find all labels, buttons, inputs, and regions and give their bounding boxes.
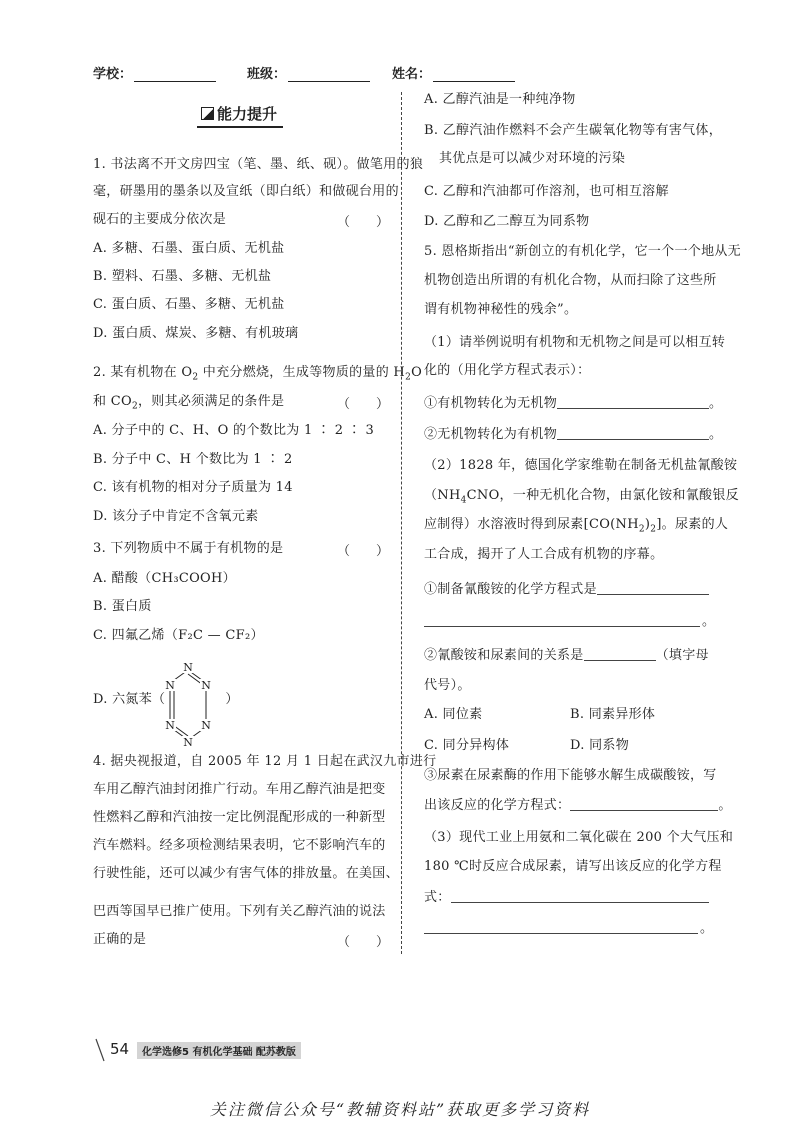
q5-part1-line2: 化的（用化学方程式表示）： xyxy=(424,363,591,378)
hexazine-structure xyxy=(158,658,218,754)
q2-stem-line1: 2. 某有机物在 $O_2$ 中充分燃烧，生成等物质的量的 $H_2O$ xyxy=(93,365,423,383)
q5-part2-item1-blank-line2[interactable] xyxy=(424,625,700,627)
q2-stem-line2: 和 $CO_2$，则其必须满足的条件是 xyxy=(93,394,285,412)
q5-part2-item1-blank[interactable] xyxy=(597,580,709,595)
q3-option-d-suffix: ） xyxy=(225,692,239,707)
q5-choice-d: D. 同系物 xyxy=(570,738,630,753)
q5-part3-period: 。 xyxy=(700,921,714,936)
bottom-watermark-note: 关注微信公众号“教辅资料站”获取更多学习资料 xyxy=(209,1100,591,1119)
q2-answer-paren[interactable]: （ ） xyxy=(336,397,389,412)
ring-atom-top: N xyxy=(183,661,193,674)
q5-part2-item3-blank[interactable] xyxy=(570,796,718,811)
section-title-text: 能力提升 xyxy=(217,105,278,123)
q2-option-d: D. 该分子中肯定不含氧元素 xyxy=(93,509,259,524)
q5-choice-b: B. 同素异形体 xyxy=(570,707,656,722)
ring-atom-lower-left: N xyxy=(165,719,175,732)
q5-part1-item2-blank[interactable] xyxy=(557,425,709,440)
q5-part2-line4: 工合成，揭开了人工合成有机物的序幕。 xyxy=(424,547,664,562)
q4-stem-line5: 行驶性能，还可以减少有害气体的排放量。在美国、 xyxy=(93,866,399,881)
name-field[interactable] xyxy=(392,63,515,82)
class-label: 班级： xyxy=(247,67,287,82)
q5-part3-line1: （3）现代工业上用氨和二氧化碳在 200 个大气压和 xyxy=(424,830,734,845)
q5-part2-line1: （2）1828 年，德国化学家维勒在制备无机盐氰酸铵 xyxy=(424,458,738,473)
q3-option-c: C. 四氟乙烯（F₂C — CF₂） xyxy=(93,628,264,643)
section-marker-icon xyxy=(201,107,214,120)
q5-part2-item2-blank[interactable] xyxy=(584,646,656,661)
section-title xyxy=(201,103,277,124)
q2-option-a: A. 分子中的 C、H、O 的个数比为 1 ∶ 2 ∶ 3 xyxy=(93,423,375,438)
q1-stem-line3: 砚石的主要成分依次是 xyxy=(93,212,227,227)
q5-part1-line1: （1）请举例说明有机物和无机物之间是可以相互转 xyxy=(424,335,726,350)
q5-stem-line1: 5. 恩格斯指出“新创立的有机化学，它一个一个地从无 xyxy=(424,244,741,259)
q5-part3-blank[interactable] xyxy=(451,888,709,903)
school-label: 学校： xyxy=(93,67,133,82)
school-field[interactable] xyxy=(93,63,216,82)
q5-choice-a: A. 同位素 xyxy=(424,707,483,722)
q5-part1-item1-blank[interactable] xyxy=(557,394,709,409)
q4-option-d: D. 乙醇和乙二醇互为同系物 xyxy=(424,214,590,229)
q5-part2-item1-period: 。 xyxy=(702,614,716,629)
q5-part3-line3: 式： xyxy=(424,888,709,907)
school-blank[interactable] xyxy=(134,66,216,82)
q4-stem-line3: 性燃料乙醇和汽油按一定比例混配形成的一种新型 xyxy=(93,810,386,825)
q5-part1-item2: ②无机物转化为有机物 。 xyxy=(424,427,723,442)
q5-part3-blank-line2[interactable] xyxy=(424,932,698,934)
q4-option-b-line2: 其优点是可以减少对环境的污染 xyxy=(439,151,626,166)
column-divider xyxy=(401,92,402,954)
section-title-underline xyxy=(197,126,283,128)
q1-option-c: C. 蛋白质、石墨、多糖、无机盐 xyxy=(93,297,285,312)
student-info-header xyxy=(0,63,800,85)
q1-stem-line2: 毫，研墨用的墨条以及宣纸（即白纸）和做砚台用的 xyxy=(93,184,399,199)
q3-option-b: B. 蛋白质 xyxy=(93,599,152,614)
q5-part2-item1: ①制备氰酸铵的化学方程式是 xyxy=(424,580,709,599)
q4-stem-line7: 正确的是 xyxy=(93,932,147,947)
page-number: 54 xyxy=(110,1040,130,1058)
q5-choice-c: C. 同分异构体 xyxy=(424,738,510,753)
q5-part2-line3: 应制得）水溶液时得到尿素$[CO(NH_2)_2]$。尿素的人 xyxy=(424,517,729,535)
q5-stem-line3: 谓有机物神秘性的残余”。 xyxy=(424,302,578,317)
q1-answer-paren[interactable]: （ ） xyxy=(336,215,389,230)
q4-option-a: A. 乙醇汽油是一种纯净物 xyxy=(424,92,576,107)
q1-option-a: A. 多糖、石墨、蛋白质、无机盐 xyxy=(93,241,285,256)
class-field[interactable] xyxy=(247,63,370,82)
q5-part2-item2-line2: 代号）。 xyxy=(424,678,471,693)
q1-option-b: B. 塑料、石墨、多糖、无机盐 xyxy=(93,269,272,284)
q5-part1-item1: ①有机物转化为无机物 。 xyxy=(424,396,723,411)
q4-stem-line2: 车用乙醇汽油封闭推广行动。车用乙醇汽油是把变 xyxy=(93,782,386,797)
name-label: 姓名： xyxy=(392,67,432,82)
q4-stem-line6: 巴西等国早已推广使用。下列有关乙醇汽油的说法 xyxy=(93,904,386,919)
q5-stem-line2: 机物创造出所谓的有机化合物，从而扫除了这些所 xyxy=(424,273,717,288)
ring-atom-upper-right: N xyxy=(201,679,211,692)
book-label: 化学选修5 有机化学基础 配苏教版 xyxy=(137,1042,301,1059)
name-blank[interactable] xyxy=(433,66,515,82)
q2-option-b: B. 分子中 C、H 个数比为 1 ∶ 2 xyxy=(93,452,293,467)
q3-option-d-prefix: D. 六氮苯（ xyxy=(93,692,166,707)
q4-stem-line4: 汽车燃料。经多项检测结果表明，它不影响汽车的 xyxy=(93,838,386,853)
q1-stem-line1: 1. 书法离不开文房四宝（笔、墨、纸、砚）。做笔用的狼 xyxy=(93,157,424,172)
q4-option-c: C. 乙醇和汽油都可作溶剂，也可相互溶解 xyxy=(424,184,669,199)
q3-option-a: A. 醋酸（CH₃COOH） xyxy=(93,571,236,586)
q5-part2-item3-line1: ③尿素在尿素酶的作用下能够水解生成碳酸铵，写 xyxy=(424,768,717,783)
q1-option-d: D. 蛋白质、煤炭、多糖、有机玻璃 xyxy=(93,326,299,341)
ring-atom-upper-left: N xyxy=(165,679,175,692)
q4-answer-paren[interactable]: （ ） xyxy=(336,935,389,950)
q4-option-b-line1: B. 乙醇汽油作燃料不会产生碳氧化物等有害气体， xyxy=(424,123,723,138)
q5-part3-line2: 180 ℃时反应合成尿素，请写出该反应的化学方程 xyxy=(424,859,722,874)
q5-part2-item2: ②氰酸铵和尿素间的关系是 （填字母 xyxy=(424,648,709,663)
ring-atom-bottom: N xyxy=(183,736,193,749)
q4-stem-line1: 4. 据央视报道，自 2005 年 12 月 1 日起在武汉九市进行 xyxy=(93,754,437,769)
q5-part2-item3-line2: 出该反应的化学方程式： 。 xyxy=(424,798,732,813)
q3-stem: 3. 下列物质中不属于有机物的是 xyxy=(93,541,284,556)
class-blank[interactable] xyxy=(288,66,370,82)
q2-option-c: C. 该有机物的相对分子质量为 14 xyxy=(93,480,293,495)
q3-answer-paren[interactable]: （ ） xyxy=(336,544,389,559)
ring-atom-lower-right: N xyxy=(201,719,211,732)
footer-slash-icon xyxy=(93,1038,107,1062)
q5-part2-line2: （$NH_4CNO$，一种无机化合物，由氯化铵和氰酸银反 xyxy=(424,488,739,506)
